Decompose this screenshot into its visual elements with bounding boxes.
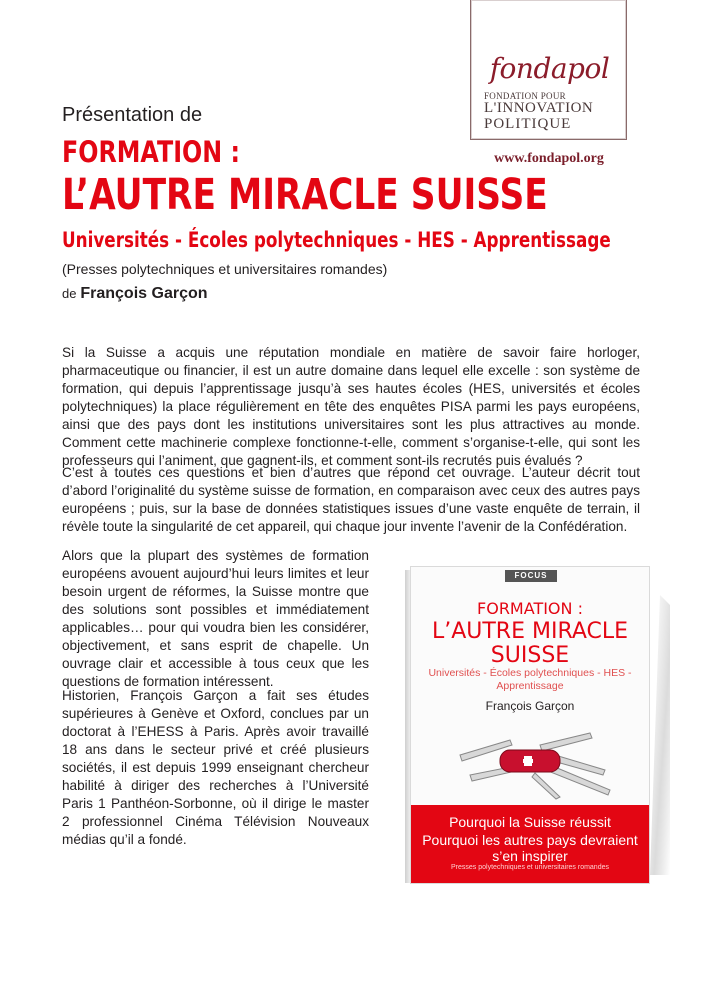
presentation-label: Présentation de: [62, 104, 203, 126]
paragraph-1: Si la Suisse a acquis une réputation mondiale en matière de savoir faire horloger, pharmaceutique ou financier, il est un autre domaine dans lequel elle excelle : son système de formation, qui depuis l’apprentissage jusqu’à ses hautes écoles (HES, universités et écoles polytechniques) la place régulièrement en tête des enquêtes PISA parmi les pays européens, ainsi que des pays dont les institutions universitaires sont les plus attractives au monde. Comment cette machinerie complexe fonctionne-t-elle, comment s’organise-t-elle, qui sont les professeurs qui l’animent, que gagnent-ils, et comment sont-ils recrutés puis évalués ?: [62, 345, 640, 468]
publisher: (Presses polytechniques et universitaires romandes): [62, 261, 388, 277]
paragraph-4: Historien, François Garçon a fait ses études supérieures à Genève et Oxford, conclues par un doctorat à l’EHESS à Paris. Après avoir travaillé 18 ans dans le secteur privé et créé plusieurs sociétés, il est depuis 1999 enseignant chercheur habilité à diriger des recherches à l’Université Paris 1 Panthéon-Sorbonne, où il dirige le master 2 professionnel Cinéma Télévision Nouveaux médias qu’il a fondé.: [62, 688, 369, 847]
swiss-knife-icon: [440, 715, 620, 800]
author-name: François Garçon: [80, 285, 208, 302]
fondapol-logo: [470, 0, 627, 140]
subtitle: Universités - Écoles polytechniques - HES - Apprentissage: [62, 228, 611, 252]
collection-label: FOCUS: [514, 571, 548, 580]
logo-name: fondapol: [489, 52, 610, 85]
paragraph-3: Alors que la plupart des systèmes de formation européens avouent aujourd’hui leurs limites et leur besoin urgent de réformes, la Suisse montre que des solutions sont possibles et immédiatement applicables… pour qui voudra bien les considérer, objectivement, et sans esprit de chapelle. Un ouvrage clair et accessible à tous ceux que les questions de formation intéressent.: [62, 548, 369, 689]
logo-line1: FONDATION POUR: [484, 91, 566, 101]
band-publisher: Presses polytechniques et universitaires romandes: [451, 864, 609, 871]
book-title-line1: FORMATION :: [477, 599, 583, 618]
author-line: [62, 285, 208, 303]
book-title-line2: L’AUTRE MIRACLE SUISSE: [431, 619, 629, 668]
author-prefix: de: [62, 286, 77, 301]
logo-line3: POLITIQUE: [484, 116, 572, 132]
book-subtitle: Universités - Écoles polytechniques - HES - Apprentissage: [428, 667, 632, 692]
logo-line2: L'INNOVATION: [484, 100, 594, 116]
website-link[interactable]: www.fondapol.org: [494, 151, 604, 166]
band-line1: Pourquoi la Suisse réussit: [449, 814, 611, 830]
title-line1: FORMATION :: [62, 135, 240, 169]
band-line2: Pourquoi les autres pays devraient s’en inspirer: [422, 832, 638, 864]
title-line2: L’AUTRE MIRACLE SUISSE: [62, 170, 548, 220]
paragraph-2: C’est à toutes ces questions et bien d’autres que répond cet ouvrage. L’auteur décrit tout d’abord l’originalité du système suisse de formation, en comparaison avec ceux des autres pays européens ; puis, sur la base de données statistiques issues d’une vaste enquête de terrain, il révèle toute la singularité de cet appareil, qui chaque jour invente l’avenir de la Confédération.: [62, 465, 640, 534]
book-author: François Garçon: [485, 699, 575, 713]
